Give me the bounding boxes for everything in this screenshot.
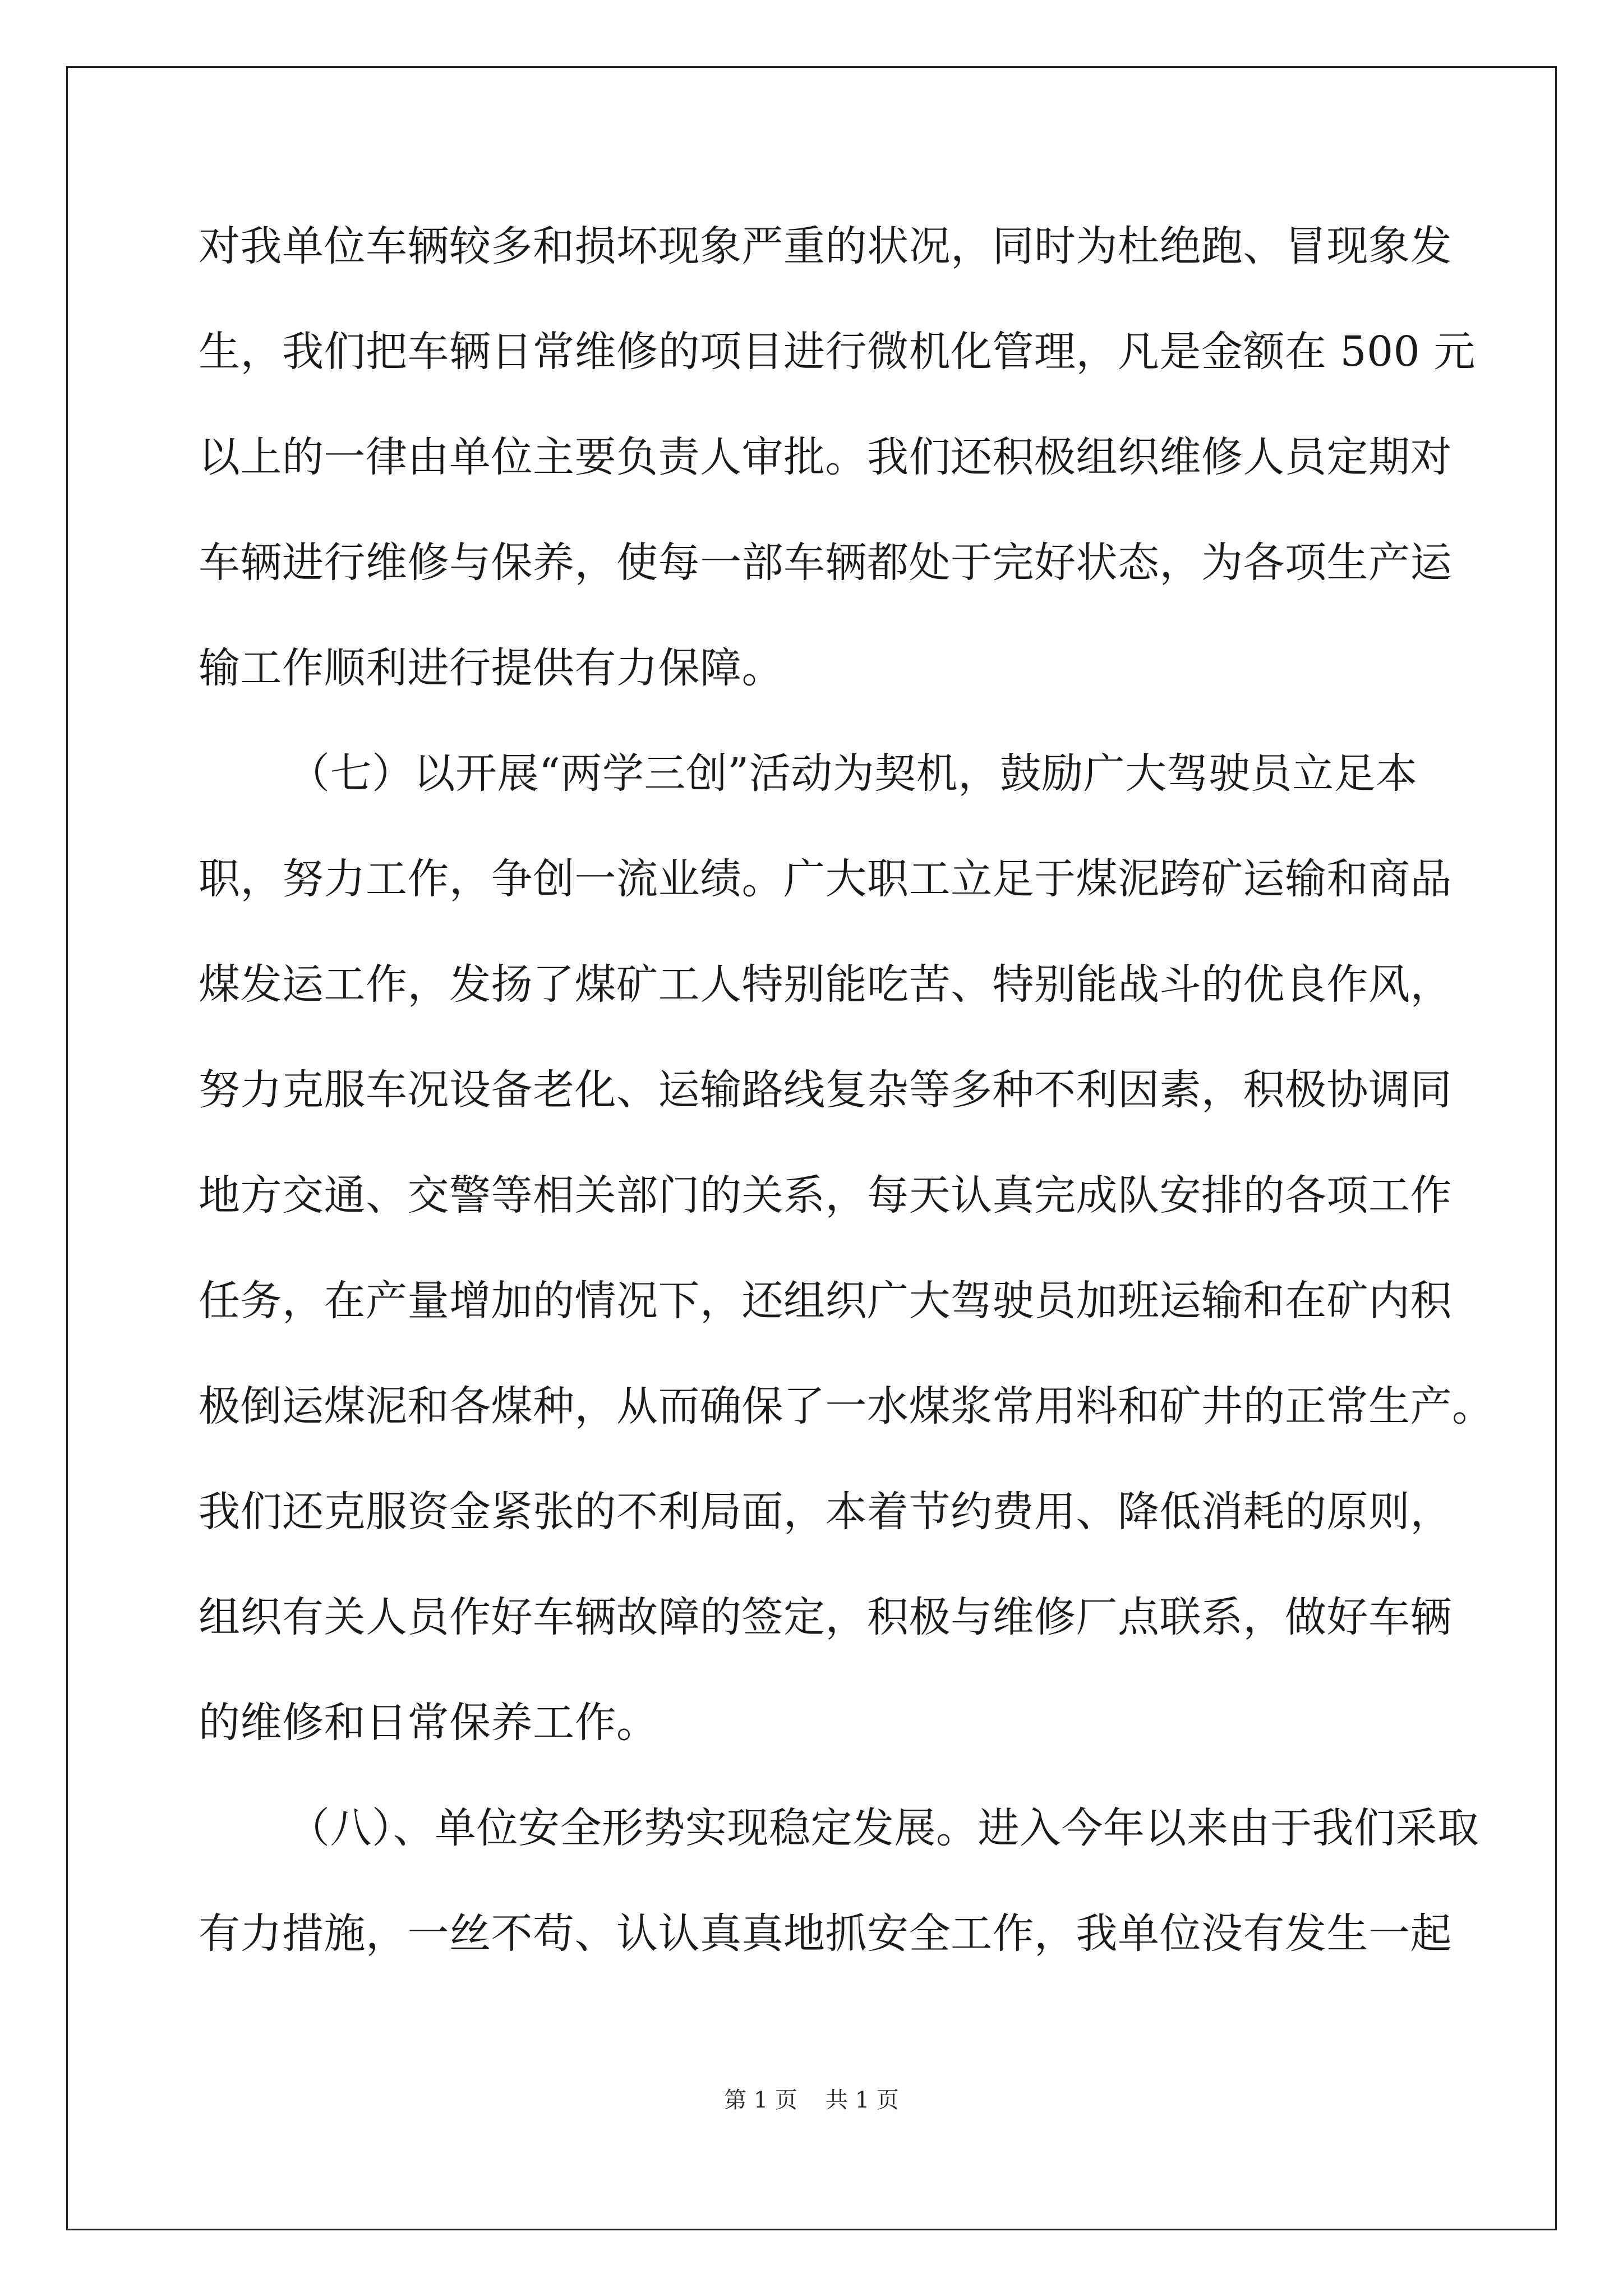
paragraph — [199, 1775, 1479, 1986]
text-line: 车辆进行维修与保养，使每一部车辆都处于完好状态，为各项生产运 — [199, 539, 1452, 587]
paragraph — [199, 721, 1494, 1775]
text-line: 输工作顺利进行提供有力保障。 — [199, 644, 783, 692]
text-line: 我们还克服资金紧张的不利局面，本着节约费用、降低消耗的原则， — [199, 1488, 1452, 1536]
paragraph — [199, 194, 1476, 721]
text-line: 以上的一律由单位主要负责人审批。我们还积极组织维修人员定期对 — [199, 433, 1452, 481]
text-line: 努力克服车况设备老化、运输路线复杂等多种不利因素，积极协调同 — [199, 1066, 1452, 1114]
text-line: 极倒运煤泥和各煤种，从而确保了一水煤浆常用料和矿井的正常生产。 — [199, 1382, 1494, 1430]
text-line: 地方交通、交警等相关部门的关系，每天认真完成队安排的各项工作 — [199, 1171, 1452, 1220]
text-line: 任务，在产量增加的情况下，还组织广大驾驶员加班运输和在矿内积 — [199, 1277, 1452, 1325]
text-line: 职，努力工作，争创一流业绩。广大职工立足于煤泥跨矿运输和商品 — [199, 855, 1452, 903]
text-line: 的维修和日常保养工作。 — [199, 1699, 658, 1747]
text-line: 生，我们把车辆日常维修的项目进行微机化管理，凡是金额在 500 元 — [199, 328, 1476, 376]
text-line: 有力措施，一丝不苟、认认真真地抓安全工作，我单位没有发生一起 — [199, 1910, 1452, 1958]
page-total: 共 1 页 — [826, 2087, 899, 2113]
text-line: （八）、单位安全形势实现稳定发展。进入今年以来由于我们采取 — [288, 1804, 1479, 1852]
text-line: （七）以开展“两学三创”活动为契机，鼓励广大驾驶员立足本 — [288, 749, 1418, 798]
page-number: 第 1 页 — [724, 2087, 797, 2113]
document-body — [199, 194, 1494, 1986]
text-line: 煤发运工作，发扬了煤矿工人特别能吃苦、特别能战斗的优良作风， — [199, 960, 1452, 1009]
page-footer — [0, 2082, 1623, 2114]
text-line: 对我单位车辆较多和损坏现象严重的状况，同时为杜绝跑、冒现象发 — [199, 222, 1452, 270]
text-line: 组织有关人员作好车辆故障的签定，积极与维修厂点联系，做好车辆 — [199, 1593, 1452, 1641]
